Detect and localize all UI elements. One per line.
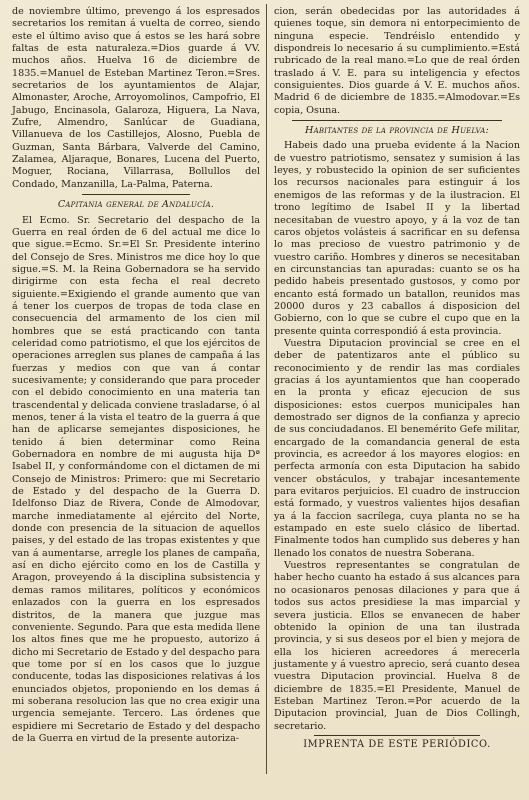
section-divider (82, 194, 190, 195)
imprint-rule (314, 735, 480, 736)
section-title-habitantes: Habitantes de la provincia de Huelva: (305, 125, 489, 137)
right-column (274, 6, 520, 751)
section-title-capitania: Capitania general de Andalucía. (57, 199, 215, 211)
section-divider (292, 120, 502, 121)
royal-order-text: El Ecmo. Sr. Secretario del despacho de la Guerra en real órden de 6 del actual me dice lo que sigue.=Ecmo. Sr.=El Sr. Presidente interino del Consejo de Sres. Ministros me dice hoy lo que sigue.=S. M. la Reina Gobernadora se ha servido dirigirme con esta fecha el real decreto siguiente.=Exigiendo el grande aumento que van á tener los cuerpos de tropas de toda clase en consecuencia del armamento de los cien mil hombres que se está practicando con tanta celeridad como patriotismo, el que los ejércitos de operaciones arreglen sus planes de campaña á las fuerzas y medios con que van á contar sucesivamente; y considerando que para proceder con el debido conocimiento en una materia tan trascendental y delicada conviene trasladarse, ó al menos, tener á la vista el teatro de la guerra á que han de aplicarse semejantes disposiciones, he tenido á bien determinar como Reina Gobernadora en nombre de mi augusta hija Dª Isabel II, y conformándome con el dictamen de mi Consejo de Ministros: Primero: que mi Secretario de Estado y del despacho de la Guerra D. Idelfonso Diaz de Rivera, Conde de Almodovar, marche inmediatamente al ejército del Norte, donde con presencia de la situacion de aquellos paises, y del estado de las tropas existentes y que van á aumentarse, arregle los planes de campaña, así en dicho ejército como en los de Castilla y Aragon, proveyendo á la disciplina subsistencia y demas ramos militares, políticos y económicos enlazados con la guerra en los espresados distritos, de la manera que juzgue mas conveniente. Segundo. Para que esta medida llene los altos fines que me he propuesto, autorizo á dicho mi Secretario de Estado y del despacho para que tome por sí en los casos que lo juzgue conducente, todas las disposiciones relativas á los enunciados objetos, proponiendo en los demas á mi soberana resolucion las que no crea exigir una urgencia semejante. Tercero. Las órdenes que espidiere mi Secretario de Estado y del despacho de la Guerra en virtud de la presente autoriza- (12, 214, 260, 744)
circular-continuation: de noviembre último, prevengo á los espresados secretarios los remitan á vuelta de correo, siendo este el último aviso que á estos se les hará sobre faltas de esta naturaleza.=Dios guarde á VV. muchos años. Huelva 16 de diciembre de 1835.=Manuel de Esteban Martinez Teron.=Sres. secretarios de los ayuntamientos de Alajar, Almonaster, Aroche, Arroyomolinos, Campofrio, El Jabugo, Encinasola, Galaroza, Higuera, La Nava, Zufre, Almendro, Sanlúcar de Guadiana, Villanueva de los Castillejos, Alosno, Puebla de Guzman, Santa Bárbara, Valverde del Camino, Zalamea, Aljaraque, Bonares, Lucena del Puerto, Moguer, Rociana, Villarrasa, Bollullos del Condado, Manzanilla, La-Palma, Paterna. (12, 6, 260, 190)
proclamation-paragraph: Vuestros representantes se congratulan de haber hecho cuanto ha estado á sus alcances para no ocasionaros penosas dilaciones y para que á todos sus actos presidiese la mas imparcial y severa justicia. Ellos se envanecen de haber obtenido la opinion de una tan ilustrada provincia, y si sus deseos por el bien y mejora de ella los hicieren acreedores á merecerla justamente y á vuestro aprecio, será cuanto desea vuestra Diputacion provincial. Huelva 8 de diciembre de 1835.=El Presidente, Manuel de Esteban Martinez Teron.=Por acuerdo de la Diputacion provincial, Juan de Dios Collingh, secretario. (274, 560, 520, 732)
proclamation-paragraph: Vuestra Diputacion provincial se cree en el deber de patentizaros ante el público su reconocimiento y de rendir las mas cordiales gracias á los ayuntamientos que han cooperado en la pronta y eficaz ejecucion de sus disposiciones: estos cuerpos municipales han demostrado ser dignos de la confianza y aprecio de sus conciudadanos. El benemérito Gefe militar, encargado de la comandancia general de esta provincia, es acreedor á los mayores elogios: en perfecta armonía con esta Diputacion ha sabido vencer obstáculos, y trabajar incesantemente para evitaros perjuicios. El cuadro de instruccion está formado, y vuestros valientes hijos desafian ya á la faccion sacrílega, cuya planta no se ha estampado en este suelo clásico de libertad. Finalmente todos han cumplido sus deberes y han llenado los conatos de nuestra Soberana. (274, 337, 520, 559)
column-divider (266, 4, 267, 774)
proclamation-paragraph: Habeis dado una prueba evidente á la Nacion de vuestro patriotismo, sensatez y sumision á las leyes, y robustecido la opinion de ser suficientes los recursos nacionales para estinguir á los enemigos de las reformas y de la ilustracion. El trono legítimo de Isabel II y la libertad necesitaban de vuestro apoyo, y á la voz de tan caros objetos volásteis á sacrificar en su defensa lo mas precioso de vuestro patrimonio y de vuestro cariño. Hombres y dineros se necesitaban en circunstancias tan apuradas: cuanto se os ha pedido habeis presentado gustosos, y como por encanto está formado un batallon, reunidos mas 20000 duros y 23 caballos á disposicion del Gobierno, con lo que se cubre el cupo que en la presente quinta correspondió á esta provincia. (274, 140, 520, 337)
royal-order-continuation: cion, serán obedecidas por las autoridades á quienes toque, sin demora ni entorpecimiento de ninguna especie. Tendréislo entendido y dispondreis lo necesario á su cumplimiento.=Está rubricado de la real mano.=Lo que de real órden traslado á V. E. para su inteligencia y efectos consiguientes. Dios guarde á V. E. muchos años. Madrid 6 de diciembre de 1835.=Almodovar.=Es copia, Osuna. (274, 6, 520, 116)
printer-imprint: IMPRENTA DE ESTE PERIÓDICO. (303, 738, 491, 750)
left-column (12, 6, 260, 745)
